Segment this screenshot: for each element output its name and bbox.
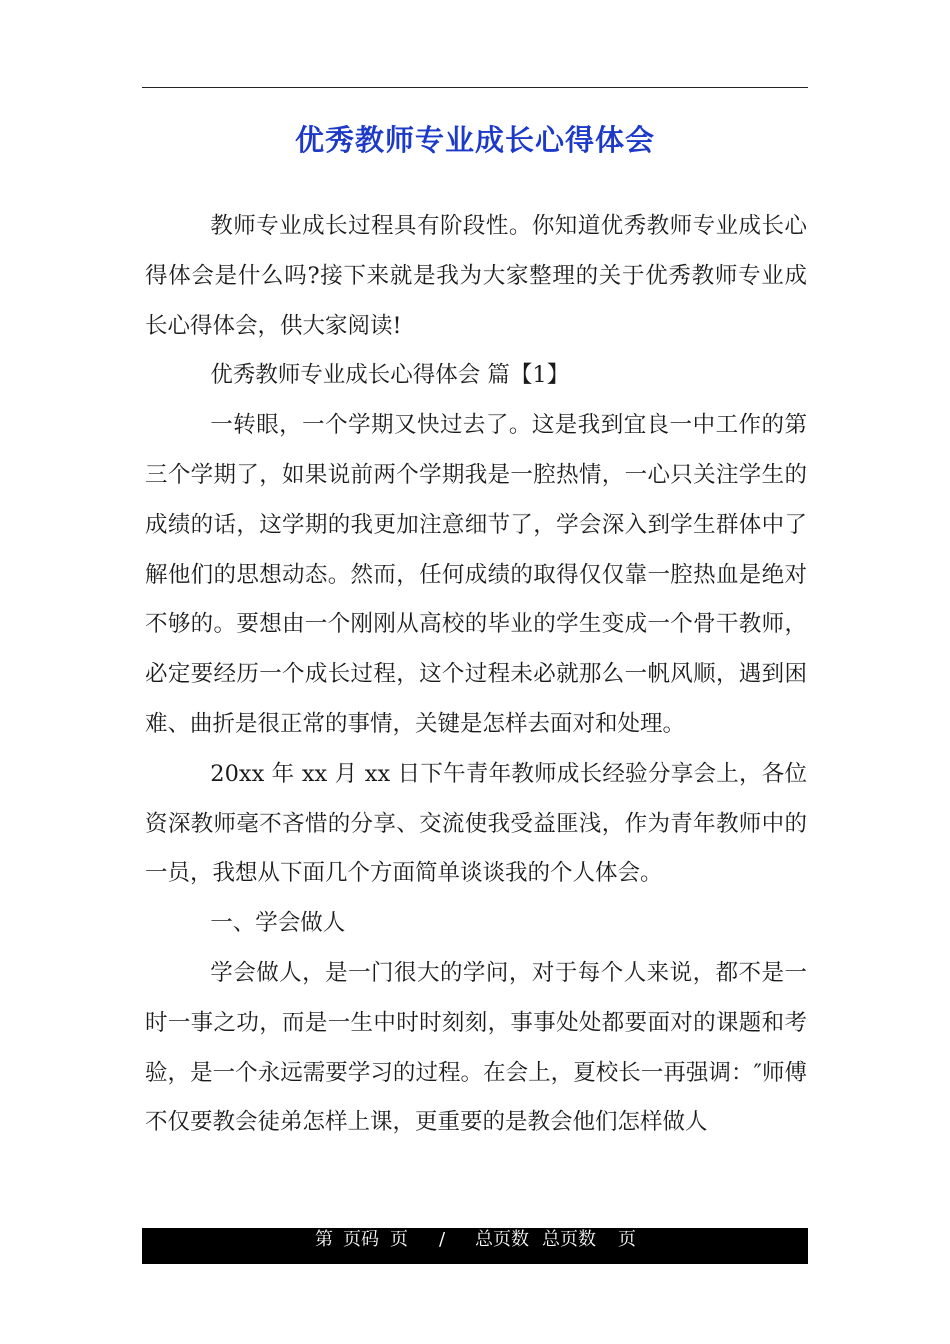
body-paragraph: 学会做人，是一门很大的学问，对于每个人来说，都不是一时一事之功，而是一生中时时刻刻，事事处处都要面对的课题和考验，是一个永远需要学习的过程。在会上，夏校长一再强调：″师傅不仅要教会徒弟怎样上课，更重要的是教会他们怎样做人 — [145, 959, 807, 1136]
subsection-heading: 一、学会做人 — [210, 910, 346, 937]
intro-paragraph: 教师专业成长过程具有阶段性。你知道优秀教师专业成长心得体会是什么吗?接下来就是我为大家整理的关于优秀教师专业成长心得体会，供大家阅读! — [145, 213, 807, 339]
document-body — [145, 202, 807, 1148]
footer-total-label: 总页数 — [475, 1229, 529, 1250]
document-title: 优秀教师专业成长心得体会 — [294, 123, 655, 157]
page-footer — [142, 1228, 808, 1264]
header-rule — [142, 87, 808, 88]
footer-page-code: 页码 — [343, 1229, 379, 1250]
footer-total-value: 总页数 — [542, 1229, 596, 1250]
body-paragraph: 20xx 年 xx 月 xx 日下午青年教师成长经验分享会上，各位资深教师毫不吝惜的分享、交流使我受益匪浅，作为青年教师中的一员，我想从下面几个方面简单谈谈我的个人体会。 — [145, 760, 807, 887]
section-heading: 优秀教师专业成长心得体会 篇【1】 — [210, 362, 570, 389]
body-paragraph: 一转眼，一个学期又快过去了。这是我到宜良一中工作的第三个学期了，如果说前两个学期我是一腔热情，一心只关注学生的成绩的话，这学期的我更加注意细节了，学会深入到学生群体中了解他们的思想动态。然而，任何成绩的取得仅仅靠一腔热血是绝对不够的。要想由一个刚刚从高校的毕业的学生变成一个骨干教师，必定要经历一个成长过程，这个过程未必就那么一帆风顺，遇到困难、曲折是很正常的事情，关键是怎样去面对和处理。 — [145, 412, 807, 737]
footer-page-prefix: 第 — [315, 1229, 333, 1250]
footer-separator: / — [439, 1229, 446, 1250]
footer-page-suffix: 页 — [390, 1229, 408, 1250]
footer-total-suffix: 页 — [618, 1229, 636, 1250]
